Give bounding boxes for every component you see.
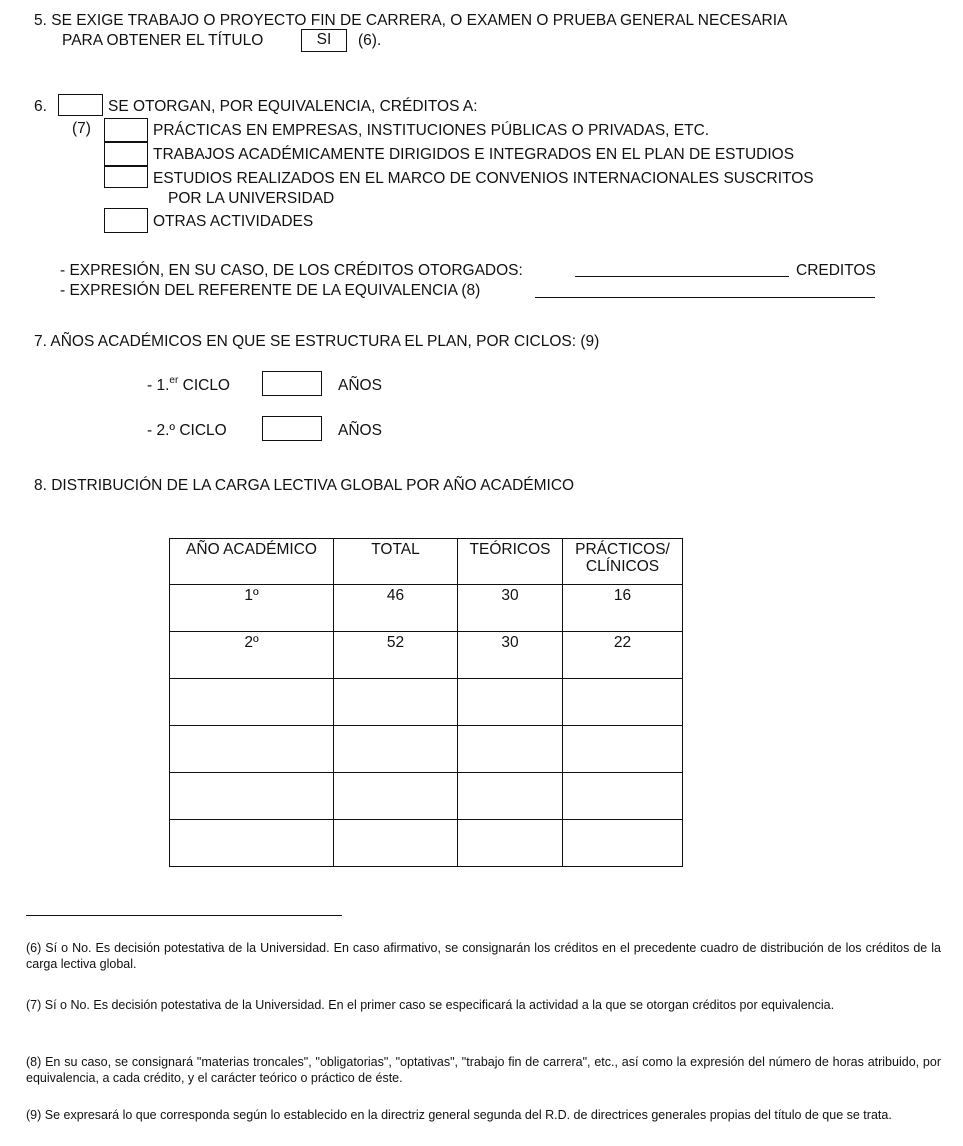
footnote-9: (9) Se expresará lo que corresponda según lo establecido en la directriz general segunda del R.D. de directrices generales propias del título de que se trata. — [26, 1108, 892, 1122]
section6-number: 6. — [34, 98, 47, 115]
credits-unit: CREDITOS — [796, 262, 876, 279]
table-cell[interactable] — [334, 726, 458, 773]
cycle2-years-field[interactable] — [262, 416, 322, 441]
table-cell[interactable] — [458, 820, 563, 867]
table-cell[interactable]: 22 — [563, 632, 683, 679]
option-trabajos-label: TRABAJOS ACADÉMICAMENTE DIRIGIDOS E INTEGRADOS EN EL PLAN DE ESTUDIOS — [153, 146, 795, 163]
table-cell[interactable] — [563, 679, 683, 726]
column-header-year: AÑO ACADÉMICO — [170, 539, 334, 585]
table-cell[interactable] — [170, 773, 334, 820]
table-row — [170, 773, 683, 820]
table-row — [170, 585, 683, 632]
table-header-row — [170, 539, 683, 585]
footnote-6: (6) Sí o No. Es decisión potestativa de la Universidad. En caso afirmativo, se consignarán los créditos en el precedente cuadro de distribución de los créditos de la carga lectiva global. — [26, 941, 941, 972]
option-practicas-checkbox[interactable] — [104, 118, 148, 142]
table-cell[interactable]: 46 — [334, 585, 458, 632]
section5-line1: 5. SE EXIGE TRABAJO O PROYECTO FIN DE CARRERA, O EXAMEN O PRUEBA GENERAL NECESARIA — [34, 12, 788, 29]
option-trabajos-checkbox[interactable] — [104, 142, 148, 166]
footnote-7: (7) Sí o No. Es decisión potestativa de la Universidad. En el primer caso se especificará la actividad a la que se otorgan créditos por equivalencia. — [26, 998, 835, 1012]
table-row — [170, 679, 683, 726]
section5-note: (6). — [358, 32, 382, 49]
table-cell[interactable] — [170, 820, 334, 867]
table-cell[interactable] — [563, 726, 683, 773]
table-cell[interactable] — [170, 726, 334, 773]
table-cell[interactable] — [334, 679, 458, 726]
table-cell[interactable] — [563, 820, 683, 867]
table-row — [170, 632, 683, 679]
column-header-practice: PRÁCTICOS/ CLÍNICOS — [563, 539, 683, 585]
credits-input-line[interactable] — [575, 276, 789, 277]
table-row — [170, 726, 683, 773]
table-row — [170, 820, 683, 867]
table-cell[interactable] — [458, 726, 563, 773]
table-cell[interactable] — [334, 820, 458, 867]
section7-heading: 7. AÑOS ACADÉMICOS EN QUE SE ESTRUCTURA EL PLAN, POR CICLOS: (9) — [34, 333, 600, 350]
section8-heading: 8. DISTRIBUCIÓN DE LA CARGA LECTIVA GLOBAL POR AÑO ACADÉMICO — [34, 477, 575, 494]
option-otras-checkbox[interactable] — [104, 208, 148, 233]
thesis-required-field[interactable]: SI — [301, 29, 347, 52]
cycle2-label: - 2.º CICLO — [147, 422, 227, 439]
table-cell[interactable] — [563, 773, 683, 820]
table-cell[interactable] — [458, 773, 563, 820]
footnote-8: (8) En su caso, se consignará "materias troncales", "obligatorias", "optativas", "trabajo fin de carrera", etc., así como la expresión del número de horas atribuido, por equivalencia, a cada crédito, y el carácter teórico o práctico de éste. — [26, 1055, 941, 1086]
section6-heading: SE OTORGAN, POR EQUIVALENCIA, CRÉDITOS A: — [108, 98, 478, 115]
option-otras-label: OTRAS ACTIVIDADES — [153, 213, 314, 230]
table-cell[interactable]: 30 — [458, 585, 563, 632]
credits-label: - EXPRESIÓN, EN SU CASO, DE LOS CRÉDITOS OTORGADOS: — [60, 262, 523, 279]
cycle1-label: - 1.$^{er}$ CICLO — [147, 375, 230, 394]
option-estudios-label: ESTUDIOS REALIZADOS EN EL MARCO DE CONVENIOS INTERNACIONALES SUSCRITOS — [153, 170, 814, 187]
table-cell[interactable]: 16 — [563, 585, 683, 632]
option-estudios-label-cont: POR LA UNIVERSIDAD — [168, 190, 335, 207]
course-load-table — [169, 538, 683, 867]
table-cell[interactable] — [170, 679, 334, 726]
section5-line2: PARA OBTENER EL TÍTULO — [62, 32, 264, 49]
cycle2-years-label: AÑOS — [338, 422, 382, 439]
table-cell[interactable] — [458, 679, 563, 726]
equivalence-credits-checkbox[interactable] — [58, 94, 103, 116]
footnote-divider — [26, 915, 342, 916]
column-header-total: TOTAL — [334, 539, 458, 585]
table-cell[interactable]: 30 — [458, 632, 563, 679]
table-cell[interactable]: 2º — [170, 632, 334, 679]
referent-input-line[interactable] — [535, 297, 875, 298]
option-practicas-label: PRÁCTICAS EN EMPRESAS, INSTITUCIONES PÚBLICAS O PRIVADAS, ETC. — [153, 122, 710, 139]
table-cell[interactable] — [334, 773, 458, 820]
section6-note: (7) — [72, 120, 91, 137]
cycle1-years-label: AÑOS — [338, 377, 382, 394]
table-cell[interactable]: 52 — [334, 632, 458, 679]
column-header-theory: TEÓRICOS — [458, 539, 563, 585]
option-estudios-checkbox[interactable] — [104, 166, 148, 188]
referent-label: - EXPRESIÓN DEL REFERENTE DE LA EQUIVALENCIA (8) — [60, 282, 481, 299]
cycle1-years-field[interactable] — [262, 371, 322, 396]
table-cell[interactable]: 1º — [170, 585, 334, 632]
